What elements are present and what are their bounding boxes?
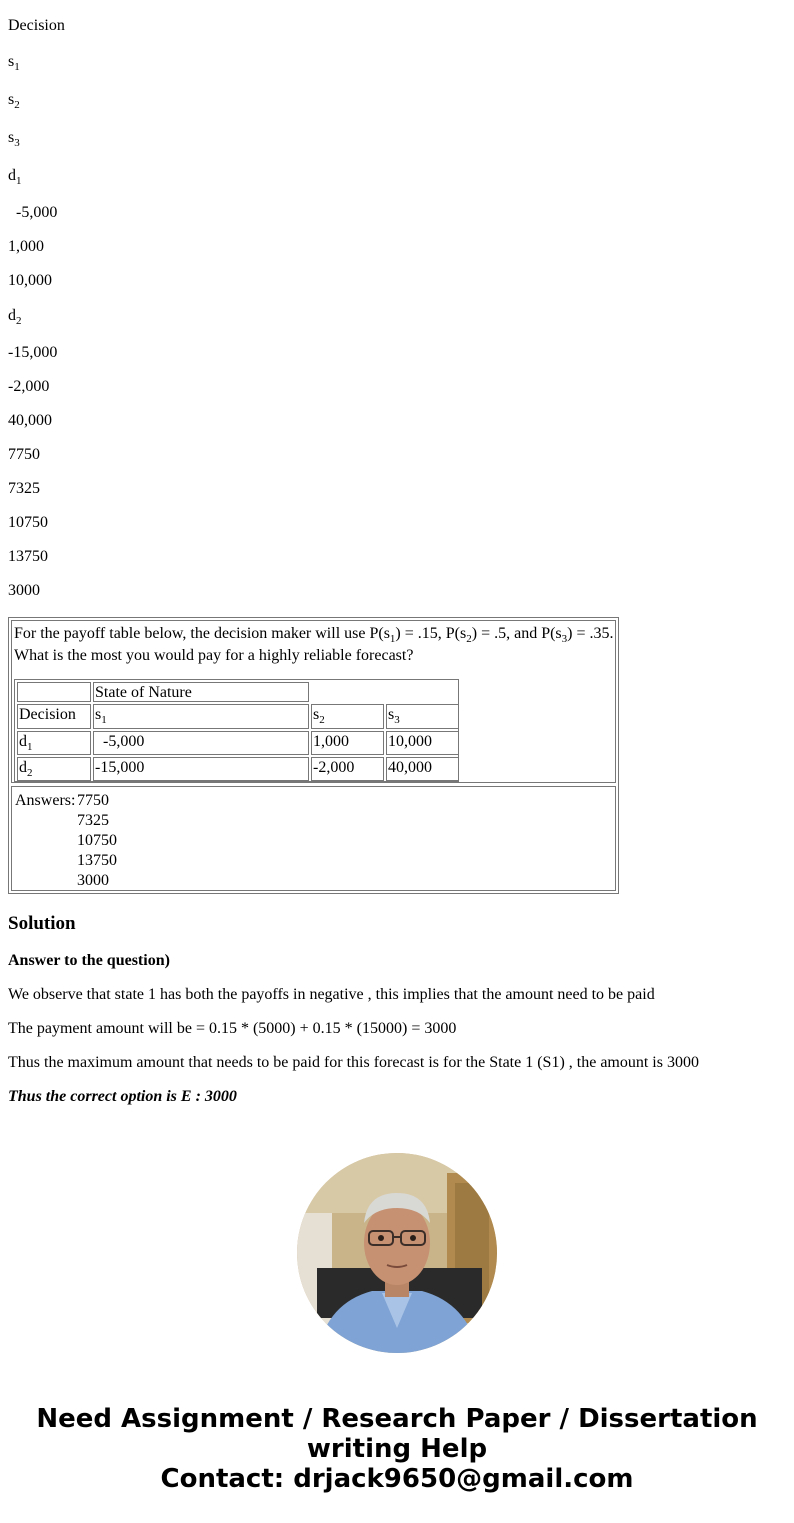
list-value: 40,000: [8, 412, 52, 429]
answers-cell: [11, 786, 616, 891]
solution-paragraph: We observe that state 1 has both the payoffs in negative , this implies that the amount need to be paid: [8, 986, 655, 1003]
answers-list: [77, 791, 117, 891]
answer-option: 13750: [77, 852, 117, 869]
promo-line: writing Help: [306, 1434, 488, 1464]
solution-conclusion: Thus the correct option is E : 3000: [8, 1088, 237, 1105]
payoff-cell: 1,000: [311, 731, 384, 755]
promo-line: Need Assignment / Research Paper / Dissertation: [36, 1404, 758, 1434]
answer-option: 10750: [77, 832, 117, 849]
payoff-empty-cell: [17, 682, 91, 702]
decision-header: Decision: [17, 704, 91, 729]
row-header-d2: $d_2$: [17, 757, 91, 781]
question-cell: [11, 620, 616, 783]
list-decision: Decision: [8, 17, 65, 34]
payoff-table: [14, 679, 459, 782]
answers-label: Answers:: [15, 792, 76, 809]
list-value: -15,000: [8, 344, 58, 361]
row-header-d1: $d_1$: [17, 731, 91, 755]
list-answer: 10750: [8, 514, 48, 531]
list-value: 10,000: [8, 272, 52, 289]
payoff-cell: -2,000: [311, 757, 384, 781]
list-answer: 7325: [8, 480, 40, 497]
promo-contact: Contact: drjack9650@gmail.com: [160, 1464, 634, 1494]
answer-option: 3000: [77, 872, 109, 889]
list-answer: 13750: [8, 548, 48, 565]
list-s1: $s_1$: [8, 53, 20, 73]
payoff-cell: 10,000: [386, 731, 459, 755]
answer-option: 7325: [77, 812, 109, 829]
list-answer: 7750: [8, 446, 40, 463]
question-table: [8, 617, 619, 894]
list-answer: 3000: [8, 582, 40, 599]
list-d2: $d_2$: [8, 307, 22, 327]
col-header-s1: $s_1$: [93, 704, 309, 729]
list-s3: $s_3$: [8, 129, 20, 149]
col-header-s3: $s_3$: [386, 704, 459, 729]
list-d1: $d_1$: [8, 167, 22, 187]
payoff-cell: -5,000: [93, 731, 309, 755]
solution-heading: Solution: [8, 913, 76, 934]
solution-paragraph: The payment amount will be = 0.15 * (5000) + 0.15 * (15000) = 3000: [8, 1020, 457, 1037]
author-photo: [297, 1153, 497, 1353]
solution-paragraph: Thus the maximum amount that needs to be paid for this forecast is for the State 1 (S1) , the amount is 3000: [8, 1054, 699, 1071]
col-header-s2: $s_2$: [311, 704, 384, 729]
payoff-cell: -15,000: [93, 757, 309, 781]
payoff-cell: 40,000: [386, 757, 459, 781]
author-photo-illustration: [297, 1153, 497, 1353]
list-value: 1,000: [8, 238, 44, 255]
solution-subheading: Answer to the question): [8, 952, 170, 969]
answer-option: 7750: [77, 792, 109, 809]
list-value: -2,000: [8, 378, 50, 395]
state-of-nature-header: State of Nature: [93, 682, 309, 702]
list-value: -5,000: [16, 204, 58, 221]
list-s2: $s_2$: [8, 91, 20, 111]
question-text: For the payoff table below, the decision maker will use $P(s_1) = .15$, $P(s_2) = .5$, and $P(s_3) = .35$. What is the most you would pay for a highly reliable forecast?: [14, 625, 614, 664]
